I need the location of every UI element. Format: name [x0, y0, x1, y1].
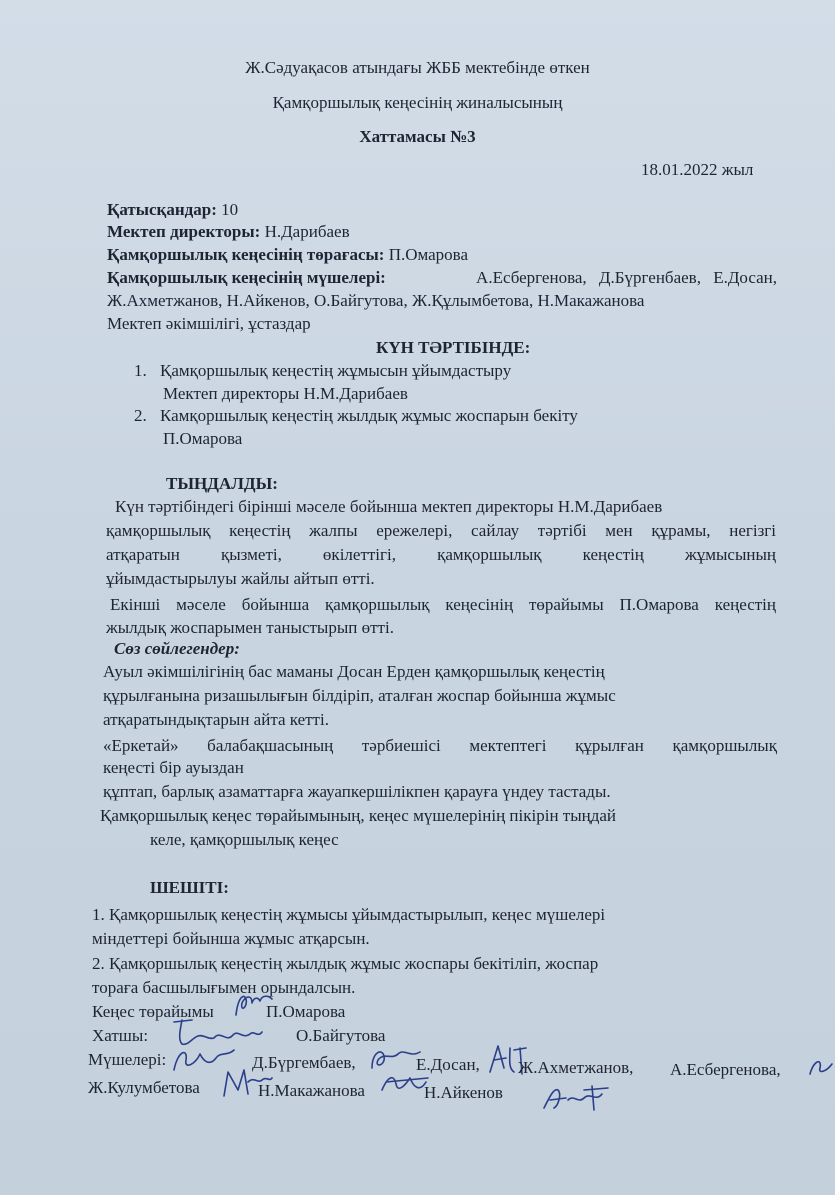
heard-line-4: ұйымдастырылуы жайлы айтып өтті. [106, 569, 375, 588]
agenda-item-1-speaker: Мектеп директоры Н.М.Дарибаев [163, 384, 408, 403]
heard-line-2: қамқоршылық кеңестің жалпы ережелері, сайлау тәртібі мен құрамы, негізгі [106, 521, 776, 540]
members-signatures-label: Мүшелері: [88, 1050, 167, 1069]
attendees-count [107, 200, 238, 220]
speakers-line-4: «Еркетай» балабақшасының тәрбиешісі мектептегі құрылған қамқоршылық [103, 736, 777, 755]
chair-value: П.Омарова [388, 245, 469, 264]
director-value: Н.Дарибаев [264, 222, 350, 241]
secretary-label: Хатшы: [92, 1026, 149, 1045]
speakers-line-2: құрылғанына ризашылығын білдіріп, аталған жоспар бойынша жұмыс [103, 686, 616, 705]
speakers-line-5: кеңесті бір ауыздан [103, 758, 244, 777]
members-row [107, 268, 777, 288]
speakers-line-1: Ауыл әкімшілігінің бас маманы Досан Ерден қамқоршылық кеңестің [103, 662, 605, 681]
member-name-1: Д.Бүргембаев, [252, 1053, 356, 1072]
decided-line-2: міндеттері бойынша жұмыс атқарсын. [92, 929, 370, 948]
members-label: Қамқоршылық кеңесінің мүшелері: [107, 268, 386, 287]
members-signatures-row-1 [88, 1050, 166, 1070]
header-line-2: Қамқоршылық кеңесінің жиналысының [272, 93, 563, 112]
attendees-count-label: Қатысқандар: [107, 200, 217, 219]
agenda-item-2-num: 2. [134, 406, 147, 425]
member-name-6: Н.Макажанова [258, 1081, 365, 1100]
speakers-line-7: Қамқоршылық кеңес төрайымының, кеңес мүшелерінің пікірін тыңдай [100, 806, 617, 825]
agenda-item-2-text: Камқоршылық кеңестің жылдық жұмыс жоспарын бекіту [160, 406, 578, 425]
heard-line-6: жылдық жоспарымен таныстырып өтті. [106, 618, 394, 637]
members-line-2: Ж.Ахметжанов, Н.Айкенов, О.Байгутова, Ж.Құлымбетова, Н.Макажанова [107, 291, 645, 310]
attendees-count-value: 10 [221, 200, 239, 219]
member-name-7: Н.Айкенов [424, 1083, 503, 1102]
administration-line: Мектеп әкімшілігі, ұстаздар [107, 314, 311, 333]
member-name-5: Ж.Кулумбетова [88, 1078, 200, 1097]
chair-signature-name: П.Омарова [266, 1002, 346, 1021]
header-line-1: Ж.Сәдуақасов атындағы ЖББ мектебінде өткен [245, 58, 590, 77]
heard-heading: ТЫҢДАЛДЫ: [166, 474, 278, 493]
speakers-line-6: құптап, барлық азаматтарға жауапкершілікпен қарауға үндеу тастады. [103, 782, 611, 801]
secretary-name: О.Байгутова [296, 1026, 386, 1045]
document-date: 18.01.2022 жыл [641, 160, 754, 179]
member-signature-7-image [540, 1080, 616, 1116]
heard-line-3: атқаратын қызметі, өкілеттігі, қамқоршылық кеңестің жұмысының [106, 545, 776, 564]
director-row [107, 222, 350, 242]
speakers-line-8: келе, қамқоршылық кеңес [150, 830, 339, 849]
heard-line-1: Күн тәртібіндегі бірінші мәселе бойынша мектеп директоры Н.М.Дарибаев [115, 497, 663, 516]
chair-label: Қамқоршылық кеңесінің төрағасы: [107, 245, 385, 264]
document-title: Хаттамасы №3 [359, 127, 476, 146]
agenda-heading: КҮН ТӘРТІБІНДЕ: [376, 338, 531, 357]
member-signature-4-image [806, 1052, 834, 1082]
chair-row [107, 245, 468, 265]
agenda-item-1 [134, 361, 511, 381]
member-name-2: Е.Досан, [416, 1055, 480, 1074]
member-name-4: А.Есбергенова, [670, 1060, 781, 1079]
decided-line-4: тораға басшылығымен орындалсын. [92, 978, 356, 997]
decided-heading: ШЕШІТІ: [150, 878, 229, 897]
heard-line-5: Екінші мәселе бойынша қамқоршылық кеңесінің төрайымы П.Омарова кеңестің [110, 595, 776, 614]
decided-line-1: 1. Қамқоршылық кеңестің жұмысы ұйымдастырылып, кеңес мүшелері [92, 905, 606, 924]
chair-signature-label: Кеңес төрайымы [92, 1002, 214, 1021]
agenda-item-2 [134, 406, 578, 426]
agenda-item-1-num: 1. [134, 361, 147, 380]
agenda-item-1-text: Қамқоршылық кеңестің жұмысын ұйымдастыру [160, 361, 512, 380]
speakers-heading: Сөз сөйлегендер: [114, 639, 240, 658]
agenda-item-2-speaker: П.Омарова [163, 429, 243, 448]
members-line-1: А.Есбергенова, Д.Бүргенбаев, Е.Досан, [476, 268, 777, 287]
director-label: Мектеп директоры: [107, 222, 261, 241]
member-name-3: Ж.Ахметжанов, [518, 1058, 634, 1077]
decided-line-3: 2. Қамқоршылық кеңестің жылдық жұмыс жоспары бекітіліп, жоспар [92, 954, 599, 973]
speakers-line-3: атқаратындықтарын айта кетті. [103, 710, 329, 729]
